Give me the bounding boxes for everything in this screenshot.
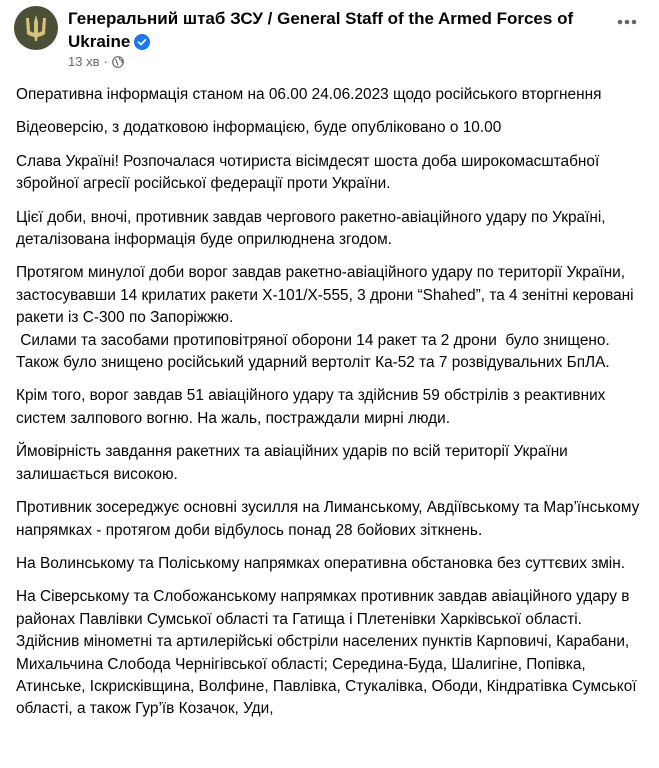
post-body (16, 84, 643, 732)
verified-badge-icon (134, 34, 150, 50)
post-paragraph: Оперативна інформація станом на 06.00 24.06.2023 щодо російського вторгнення (16, 86, 602, 103)
trident-emblem-icon (23, 13, 49, 43)
meta-separator: · (103, 54, 108, 69)
author-name-text[interactable]: Генеральний штаб ЗСУ / General Staff of the Armed Forces of Ukraine (68, 9, 574, 51)
post-header (0, 0, 659, 76)
post-paragraph: На Сіверському та Слобожанському напрямках противник завдав авіаційного удару в районах Павлівки Сумської області та Гатища і Плетенівки Харківської області. Здійснив мінометні та артилерійські обстріли населених пунктів Карповичі, Карабани, Михальчина Слобода Чернігівської області; Серединa-Буда, Шалигіне, Попівка, Атинське, Іскрисківщина, Волфине, Павлівка, Стукалівка, Ободи, Кіндратівка Сумської області, а також Гур’їв Козачок, Уди, (16, 588, 641, 718)
post-paragraph: Відеоверсію, з додатковою інформацією, буде опубліковано о 10.00 (16, 119, 502, 137)
post-paragraph: Противник зосереджує основні зусилля на Лиманському, Авдіївському та Мар’їнському напрямках - протягом доби відбулось понад 28 бойових зіткнень. (16, 499, 644, 539)
post-meta (68, 54, 124, 69)
post-paragraph: На Волинському та Поліському напрямках оперативна обстановка без суттєвих змін. (16, 554, 625, 572)
more-options-button[interactable] (609, 4, 645, 40)
post-paragraph: Ймовірність завдання ракетних та авіаційних ударів по всій території України залишається високою. (16, 443, 573, 483)
post-paragraph: Цієї доби, вночі, противник завдав чергового ракетно-авіаційного удару по Україні, деталізована інформація буде оприлюднена згодом. (16, 208, 610, 249)
post-timestamp[interactable]: 13 хв (68, 54, 100, 69)
page-avatar[interactable] (14, 6, 58, 50)
post-paragraph: Слава Україні! Розпочалася чотириста вісімдесят шоста доба широкомасштабної збройної агресії російської федерації проти України. (16, 152, 604, 193)
more-dots-icon (617, 19, 637, 25)
post-paragraph: Протягом минулої доби ворог завдав ракетно-авіаційного удару по території України, застосувавши 14 крилатих ракети Х-101/Х-555, 3 дрони “Shahed”, та 4 зенітні керовані ракети із С-300 по Запоріжжю. Силами та засобами протиповітряної оборони 14 ракет та 2 дрони було знищено. Також було знищено російський ударний вертоліт Ка-52 та 7 розвідувальних БпЛА. (16, 264, 634, 372)
author-name[interactable] (68, 7, 578, 53)
post-paragraph: Крім того, ворог завдав 51 авіаційного удару та здійснив 59 обстрілів з реактивних систем залпового вогню. На жаль, постраждали мирні люди. (16, 387, 610, 427)
public-globe-icon[interactable] (112, 56, 124, 68)
